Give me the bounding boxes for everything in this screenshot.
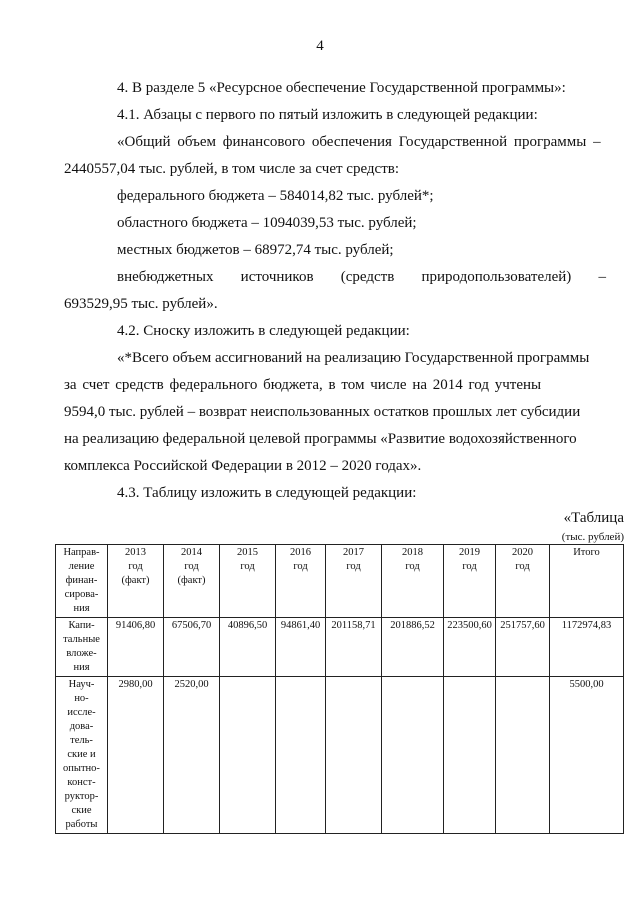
table-row bbox=[56, 618, 624, 677]
paragraph-4-1: 4.1. Абзацы с первого по пятый изложить в следующей редакции: bbox=[117, 107, 538, 123]
word: природопользователей) bbox=[421, 269, 572, 285]
cell-total: 5500,00 bbox=[550, 677, 624, 834]
cell-value: 40896,50 bbox=[220, 618, 276, 677]
word: (средств bbox=[340, 269, 395, 285]
header-2014: 2014 год (факт) bbox=[164, 545, 220, 618]
table-row bbox=[56, 677, 624, 834]
cell-value: 94861,40 bbox=[276, 618, 326, 677]
cell-value bbox=[220, 677, 276, 834]
cell-value: 201886,52 bbox=[382, 618, 444, 677]
cell-value bbox=[496, 677, 550, 834]
table-label: «Таблица bbox=[563, 510, 624, 526]
word: источников bbox=[240, 269, 314, 285]
paragraph-regional-budget: областного бюджета – 1094039,53 тыс. рублей; bbox=[117, 215, 417, 231]
footnote-line-5: комплекса Российской Федерации в 2012 – 2020 годах». bbox=[64, 458, 422, 474]
page-number: 4 bbox=[316, 38, 324, 54]
table-units: (тыс. рублей) bbox=[561, 531, 624, 543]
cell-value bbox=[326, 677, 382, 834]
header-2017: 2017 год bbox=[326, 545, 382, 618]
paragraph-local-budgets: местных бюджетов – 68972,74 тыс. рублей; bbox=[117, 242, 394, 258]
paragraph-4-2: 4.2. Сноску изложить в следующей редакции: bbox=[117, 323, 410, 339]
header-total: Итого bbox=[550, 545, 624, 618]
table-header-row bbox=[56, 545, 624, 618]
word: – bbox=[598, 269, 606, 285]
header-direction: Направ- ление финан- сирова- ния bbox=[56, 545, 108, 618]
cell-value: 223500,60 bbox=[444, 618, 496, 677]
cell-value: 251757,60 bbox=[496, 618, 550, 677]
cell-value: 67506,70 bbox=[164, 618, 220, 677]
cell-value: 91406,80 bbox=[108, 618, 164, 677]
row-direction: Науч- но- иссле- дова- тель- ские и опытно- конст- руктор- ские работы bbox=[56, 677, 108, 834]
paragraph-total-text: «Общий объем финансового обеспечения Государственной программы – bbox=[117, 134, 601, 150]
footnote-line-4: на реализацию федеральной целевой программы «Развитие водохозяйственного bbox=[64, 431, 577, 447]
cell-value bbox=[382, 677, 444, 834]
financing-table bbox=[55, 544, 624, 834]
header-2020: 2020 год bbox=[496, 545, 550, 618]
paragraph-extrabudgetary-line-2: 693529,95 тыс. рублей». bbox=[64, 296, 218, 312]
header-2015: 2015 год bbox=[220, 545, 276, 618]
paragraph-section-5: 4. В разделе 5 «Ресурсное обеспечение Государственной программы»: bbox=[117, 80, 566, 96]
paragraph-total-line-2: 2440557,04 тыс. рублей, в том числе за счет средств: bbox=[64, 161, 400, 177]
cell-value bbox=[276, 677, 326, 834]
row-direction: Капи- тальные вложе- ния bbox=[56, 618, 108, 677]
cell-value: 2980,00 bbox=[108, 677, 164, 834]
cell-value: 201158,71 bbox=[326, 618, 382, 677]
paragraph-federal-budget: федерального бюджета – 584014,82 тыс. рублей*; bbox=[117, 188, 434, 204]
paragraph-extrabudgetary-line-1 bbox=[117, 269, 606, 286]
cell-value bbox=[444, 677, 496, 834]
paragraph-total-line-1 bbox=[117, 134, 606, 151]
header-2016: 2016 год bbox=[276, 545, 326, 618]
cell-total: 1172974,83 bbox=[550, 618, 624, 677]
paragraph-4-3: 4.3. Таблицу изложить в следующей редакции: bbox=[117, 485, 417, 501]
cell-value: 2520,00 bbox=[164, 677, 220, 834]
header-2018: 2018 год bbox=[382, 545, 444, 618]
header-2019: 2019 год bbox=[444, 545, 496, 618]
footnote-line-3: 9594,0 тыс. рублей – возврат неиспользованных остатков прошлых лет субсидии bbox=[64, 404, 581, 420]
word: внебюджетных bbox=[117, 269, 214, 285]
header-2013: 2013 год (факт) bbox=[108, 545, 164, 618]
footnote-line-2: за счет средств федерального бюджета, в том числе на 2014 год учтены bbox=[64, 377, 542, 393]
footnote-line-1: «*Всего объем ассигнований на реализацию Государственной программы bbox=[117, 350, 590, 366]
